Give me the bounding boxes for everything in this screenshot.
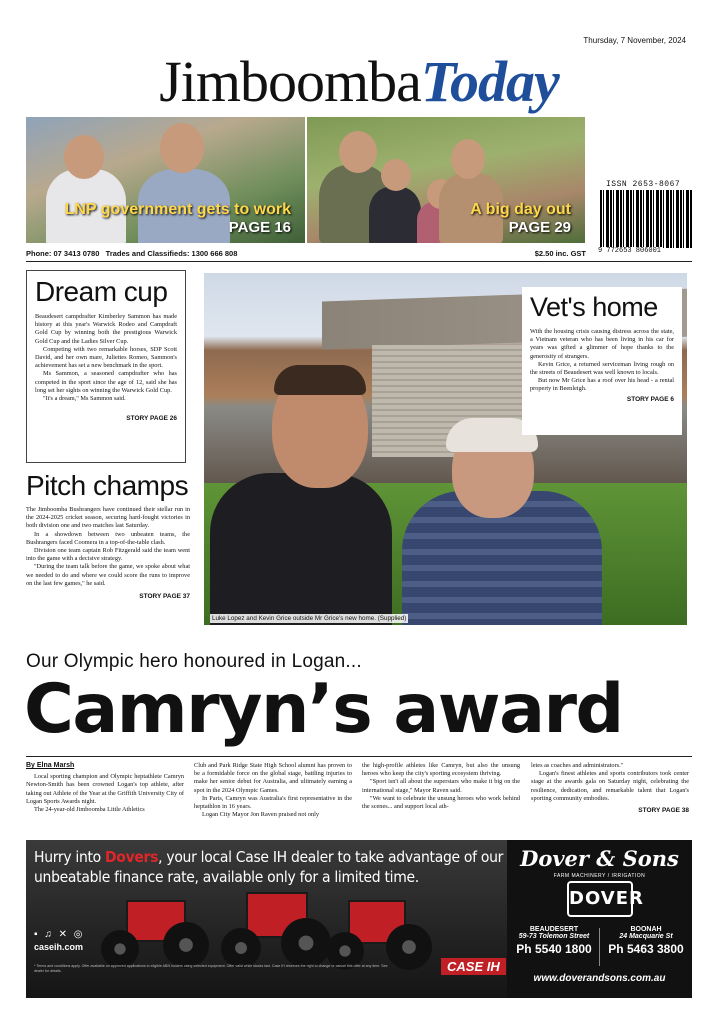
paragraph: "We want to celebrate the unsung heroes who work behind the scenes... and support local ath-	[362, 794, 520, 811]
lead-headline: Camryn’s award	[24, 670, 623, 749]
headline: Pitch champs	[26, 470, 189, 501]
paragraph: With the housing crisis causing distress across the state, a Vietnam veteran who has been living in his car for years was gifted a glimmer of hope thanks to the generosity of strangers.	[530, 328, 674, 360]
story-vets-home	[522, 287, 682, 435]
divider	[26, 756, 692, 757]
case-ih-logo: CASE IH	[441, 958, 506, 975]
tractor-1	[101, 900, 211, 970]
issn: ISSN 2653-8067	[606, 180, 681, 189]
paragraph: "During the team talk before the game, we spoke about what we needed to do and where we could score the runs to improve on the last few games," he said.	[26, 563, 190, 587]
tractor-wheel	[281, 918, 331, 968]
ad-headline-brand: Dovers	[105, 848, 159, 866]
paragraph: Club and Park Ridge State High School alumni has proven to be a formidable force on the global stage, battling injuries to make her senior debut for Australia, and ultimately earning a spot in the 2024 Olympic Games.	[194, 762, 352, 794]
ad-website-caseih[interactable]: caseih.com	[34, 942, 84, 952]
byline: By Elna Marsh	[26, 762, 75, 769]
lead-column-1	[26, 762, 184, 814]
story-body	[26, 506, 190, 588]
lead-kicker: Our Olympic hero honoured in Logan...	[26, 651, 362, 672]
contact-bar	[26, 249, 586, 258]
tractor-wheel	[221, 928, 261, 968]
story-link[interactable]: STORY PAGE 37	[139, 593, 190, 601]
paragraph: Ms Sammon, a seasoned campdrafter who has competed in the sport since the age of 12, said she has long set her sights on winning the Warwick Gold Cup.	[35, 370, 177, 394]
headline: Vet's home	[530, 292, 658, 322]
teaser-big-day[interactable]	[307, 117, 585, 243]
masthead-word-1: Jimboomba	[159, 49, 421, 114]
person-luke-hair	[274, 365, 366, 395]
teaser-page: PAGE 16	[228, 219, 291, 236]
photo-caption: Luke Lopez and Kevin Grice outside Mr Grice's new home. (Supplied)	[212, 615, 407, 622]
paragraph: In a showdown between two unbeaten teams, the Bushrangers faced Coomera in a top-of-the-table clash.	[26, 530, 190, 546]
masthead	[0, 49, 718, 114]
paragraph: Competing with two remarkable horses, SDP Scott David, and her own mare, Juliettes Romeo, Sammon's achievement has set a new benchmark in the sport.	[35, 345, 177, 370]
story-dream-cup	[26, 270, 186, 463]
divider	[26, 261, 692, 262]
tractor-2	[221, 892, 331, 970]
story-pitch-champs	[26, 471, 190, 600]
tractor-wheel	[101, 930, 139, 968]
paragraph: Local sporting champion and Olympic heptathlete Camryn Newton-Smith has been crowned Logan's top athlete, after taking out Athlete of the Year at the Griffith University City of Logan Sports Awards night.	[26, 773, 184, 805]
paragraph: Kevin Grice, a returned serviceman living rough on the streets of Beaudesert was well known to locals.	[530, 360, 674, 377]
barcode	[600, 190, 692, 248]
teaser-text-2	[470, 201, 571, 236]
teaser-text-1	[65, 201, 291, 236]
branch-name: BOONAH	[630, 926, 662, 933]
lead-column-4	[531, 762, 689, 815]
teaser-person-4	[369, 187, 421, 243]
ad-dover-sons	[507, 840, 692, 998]
masthead-word-2: Today	[420, 49, 559, 114]
tractor-wheel	[163, 922, 209, 968]
branch-address: 24 Macquarie St	[619, 933, 673, 940]
ad-case-ih	[26, 840, 507, 998]
divider	[599, 928, 600, 966]
paragraph: Beaudesert campdrafter Kimberley Sammon has made history at this year's Warwick Rodeo and Campdraft Gold Cup by winning both the prestigious Warwick Gold Cup and the Ladies Silver Cup.	[35, 313, 177, 345]
dealer-website[interactable]: www.doverandsons.com.au	[533, 973, 666, 984]
story-link[interactable]: STORY PAGE 26	[126, 415, 177, 423]
teaser-head-2	[160, 123, 204, 173]
branch-beaudesert	[509, 926, 599, 956]
branch-phone[interactable]: Ph 5463 3800	[608, 942, 684, 956]
dealer-tagline: FARM MACHINERY / IRRIGATION	[553, 873, 646, 879]
paragraph: letes as coaches and administrators."	[531, 762, 624, 769]
teaser-page: PAGE 29	[508, 219, 571, 236]
paragraph: Logan City Mayor Jon Raven praised not only	[202, 811, 319, 819]
paragraph: The Jimboomba Bushrangers have continued their stellar run in the 2024-2025 cricket season, securing hard-fought victories in both division one and two matches last Saturday.	[26, 506, 190, 530]
story-body	[530, 328, 674, 394]
ad-headline	[34, 847, 504, 887]
ad-headline-pre: Hurry into	[34, 848, 106, 866]
headline: Dream cup	[35, 276, 168, 307]
tractor-3	[326, 900, 436, 972]
branch-address: 59-73 Tolemon Street	[518, 933, 590, 940]
teaser-head-3	[339, 131, 377, 173]
branch-phone[interactable]: Ph 5540 1800	[516, 942, 592, 956]
teaser-head-4	[381, 159, 411, 191]
dealer-badge: DOVER	[567, 881, 633, 917]
barcode-number: 9 772653 806001	[598, 247, 662, 255]
issue-date: Thursday, 7 November, 2024	[583, 36, 686, 45]
story-link[interactable]: STORY PAGE 6	[626, 395, 674, 403]
teaser-title: A big day out	[470, 201, 571, 218]
lead-column-3	[362, 762, 520, 811]
ad-fine-print: * Terms and conditions apply. Offer available on approved applications to eligible ABN holders using selected equipment. Offer valid while stocks last. Case IH reserves the right to change or cancel this offer at any time. See dealer for details.	[34, 964, 388, 973]
paragraph: In Paris, Camryn was Australia's first representative in the heptathlon in 16 years.	[194, 794, 352, 811]
story-link[interactable]: STORY PAGE 38	[638, 807, 689, 815]
phone: Phone: 07 3413 0780	[26, 249, 100, 258]
dealer-name: Dover & Sons	[520, 846, 679, 871]
ad-headline-post: , your local Case IH dealer to take advantage of our unbeatable finance rate, available only for a limited time.	[34, 848, 504, 886]
teaser-head-1	[64, 135, 104, 179]
paragraph: Division one team captain Rob Fitzgerald said the team went into the game with a decisive strategy.	[26, 547, 190, 563]
paragraph: "Sport isn't all about the superstars who make it big on the international stage," Mayor Raven said.	[362, 778, 520, 794]
person-luke-body	[210, 473, 392, 625]
paragraph: "It's a dream," Ms Sammon said.	[43, 395, 126, 403]
branch-name: BEAUDESERT	[529, 926, 579, 933]
lead-column-2	[194, 762, 352, 819]
classifieds-phone: Trades and Classifieds: 1300 666 808	[105, 249, 238, 258]
paragraph: Logan's finest athletes and sports contributors took center stage at the awards gala on Saturday night, celebrating the resilience, dedication, and remarkable talent that Logan's sporting community embodies.	[531, 770, 689, 802]
paragraph: The 24-year-old Jimboomba Little Athletics	[34, 806, 145, 814]
teaser-lnp[interactable]	[26, 117, 305, 243]
advertisement[interactable]	[26, 840, 692, 998]
teaser-title: LNP government gets to work	[64, 201, 291, 218]
story-body	[35, 313, 177, 403]
branch-boonah	[601, 926, 691, 956]
paragraph: But now Mr Grice has a roof over his head - a rental property in Beenleigh.	[530, 377, 674, 393]
social-icons[interactable]: ▪ ♫ ✕ ◎	[34, 929, 85, 940]
price: $2.50 inc. GST	[534, 249, 586, 258]
teaser-head-6	[451, 139, 485, 179]
paragraph: the high-profile athletes like Camryn, but also the unsung heroes who keep the city's sporting ecosystem thriving.	[362, 762, 520, 778]
